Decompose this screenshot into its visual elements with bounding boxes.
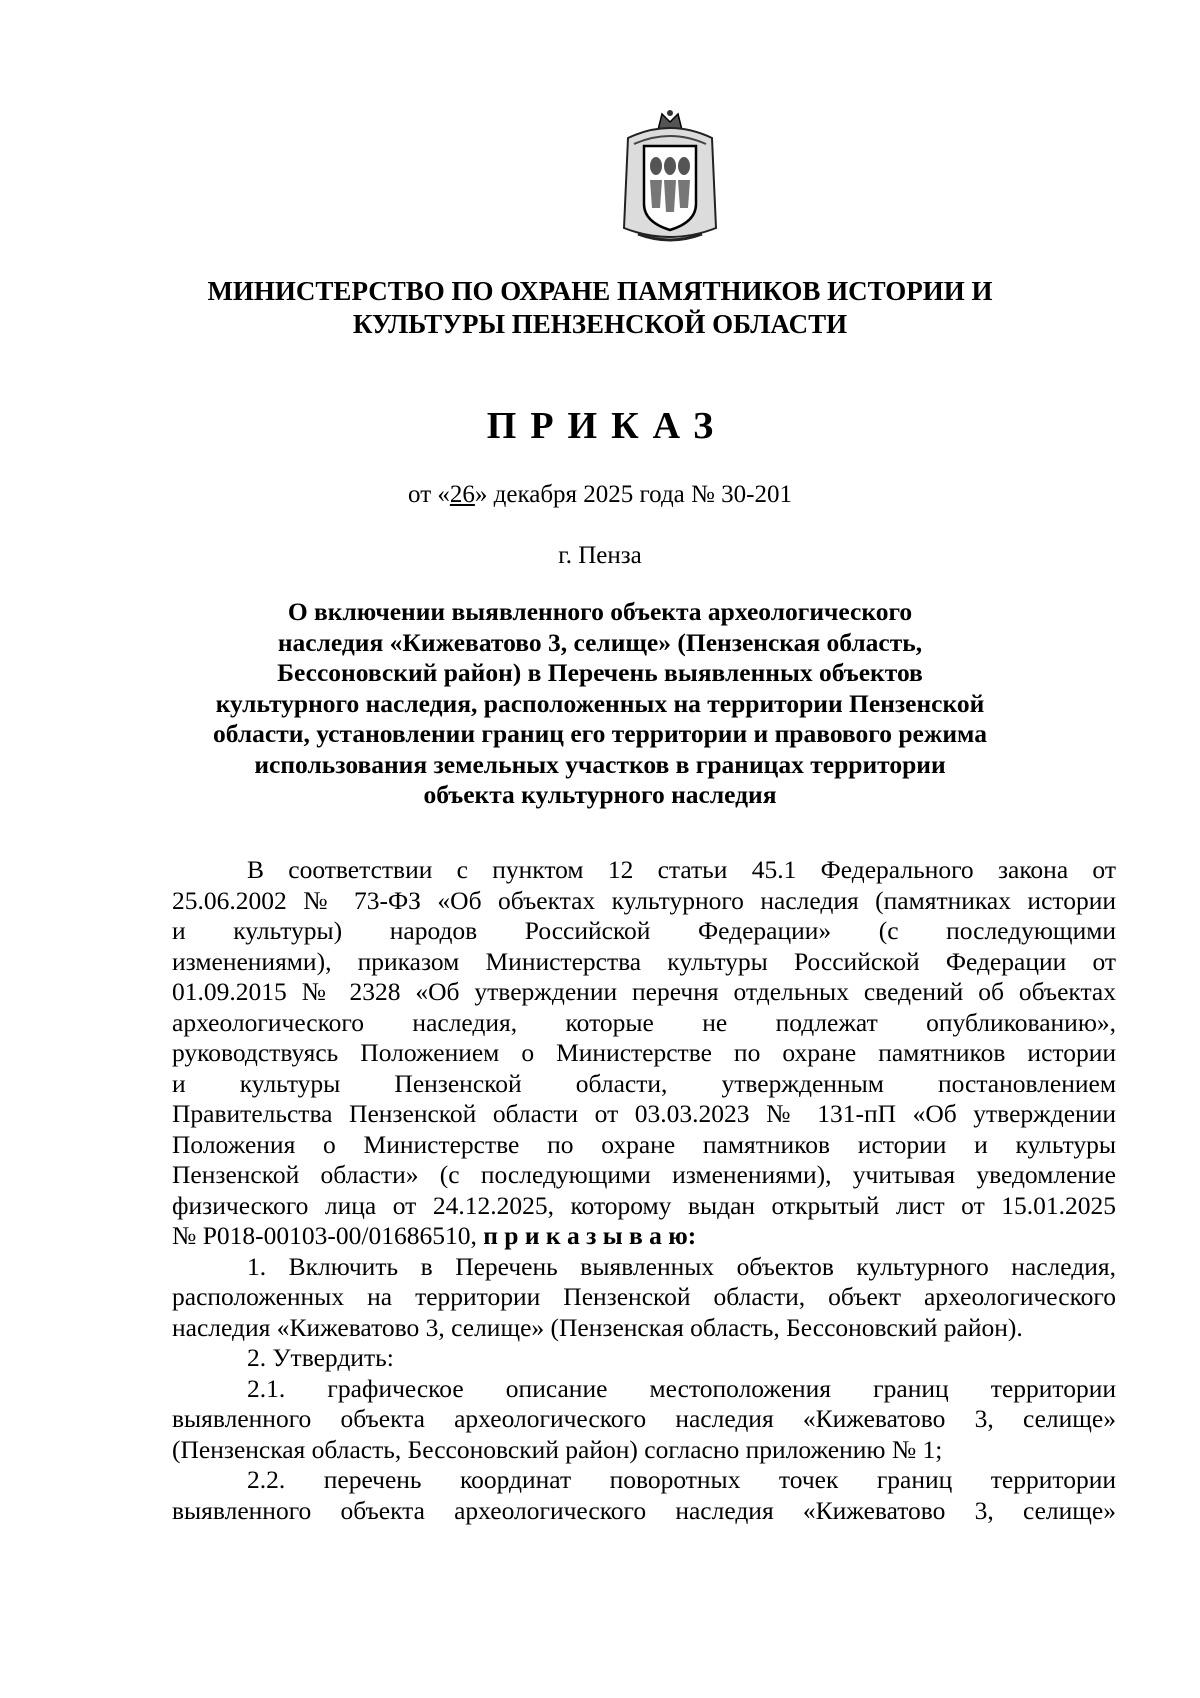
ministry-title [0, 275, 1200, 341]
date-prefix: от « [408, 481, 450, 508]
item-2-2-line: выявленного объекта археологического наследия «Кижеватово 3, селище» [172, 1495, 1116, 1525]
item-2-1-line: выявленного объекта археологического наследия «Кижеватово 3, селище» [172, 1404, 1116, 1433]
heading-line: области, установлении границ его территории и правового режима [213, 719, 987, 748]
preamble-line: 01.09.2015 № 2328 «Об утверждении перечня отдельных сведений об объектах [172, 977, 1116, 1006]
order-word: п р и к а з ы в а ю: [483, 1221, 697, 1250]
preamble-line: Положения о Министерстве по охране памятников истории и культуры [172, 1129, 1116, 1159]
item-2-1-line: 2.1. графическое описание местоположения границ территории [247, 1373, 1116, 1403]
ministry-title-line-2: КУЛЬТУРЫ ПЕНЗЕНСКОЙ ОБЛАСТИ [352, 309, 848, 339]
item-1-line: наследия «Кижеватово 3, селище» (Пензенская область, Бессоновский район). [172, 1312, 1023, 1342]
heading-line: использования земельных участков в границах территории [254, 749, 946, 779]
heading-line: наследия «Кижеватово 3, селище» (Пензенская область, [277, 627, 923, 657]
document-date-number [0, 480, 1200, 510]
preamble-line: Пензенской области» (с последующими изменениями), учитывая уведомление [172, 1160, 1116, 1189]
preamble-line: и культуры) народов Российской Федерации» (с последующими [172, 916, 1116, 945]
preamble-final-line [172, 1221, 1116, 1252]
heading-line: культурного наследия, расположенных на территории Пензенской [215, 688, 985, 718]
document-type: ПРИКАЗ [486, 405, 728, 447]
item-1-line: расположенных на территории Пензенской области, объект археологического [172, 1282, 1116, 1311]
date-suffix: » декабря 2025 года № 30-201 [474, 481, 792, 508]
document-city: г. Пенза [558, 542, 642, 569]
preamble-line: физического лица от 24.12.2025, которому выдан открытый лист от 15.01.2025 [172, 1190, 1116, 1220]
heading-line: объекта культурного наследия [423, 780, 777, 809]
document-heading [150, 597, 1050, 811]
item-2-1-line: (Пензенская область, Бессоновский район) согласно приложению № 1; [172, 1434, 943, 1464]
preamble-line: археологического наследия, которые не подлежат опубликованию», [172, 1007, 1116, 1037]
preamble-line: Правительства Пензенской области от 03.03.2023 № 131-пП «Об утверждении [172, 1099, 1116, 1128]
heading-line: Бессоновский район) в Перечень выявленных объектов [277, 658, 923, 687]
item-2-line: 2. Утвердить: [247, 1343, 394, 1372]
preamble-line: изменениями), приказом Министерства культуры Российской Федерации от [172, 946, 1116, 976]
open-sheet-number: № Р018-00103-00/01686510, [172, 1221, 484, 1250]
preamble-line: 25.06.2002 № 73-ФЗ «Об объектах культурного наследия (памятниках истории [172, 885, 1116, 915]
heading-line: О включении выявленного объекта археологического [287, 597, 913, 626]
item-1-line: 1. Включить в Перечень выявленных объектов культурного наследия, [247, 1251, 1116, 1281]
date-day: 26 [449, 481, 475, 508]
coat-of-arms-icon [616, 108, 724, 248]
document-body [172, 855, 1116, 1526]
preamble-line: В соответствии с пунктом 12 статьи 45.1 Федерального закона от [247, 855, 1116, 884]
preamble-line: руководствуясь Положением о Министерстве по охране памятников истории [172, 1038, 1116, 1067]
item-2-2-line: 2.2. перечень координат поворотных точек границ территории [247, 1465, 1116, 1494]
ministry-title-line-1: МИНИСТЕРСТВО ПО ОХРАНЕ ПАМЯТНИКОВ ИСТОРИИ И [207, 276, 993, 306]
preamble-line: и культуры Пензенской области, утвержденным постановлением [172, 1068, 1116, 1098]
